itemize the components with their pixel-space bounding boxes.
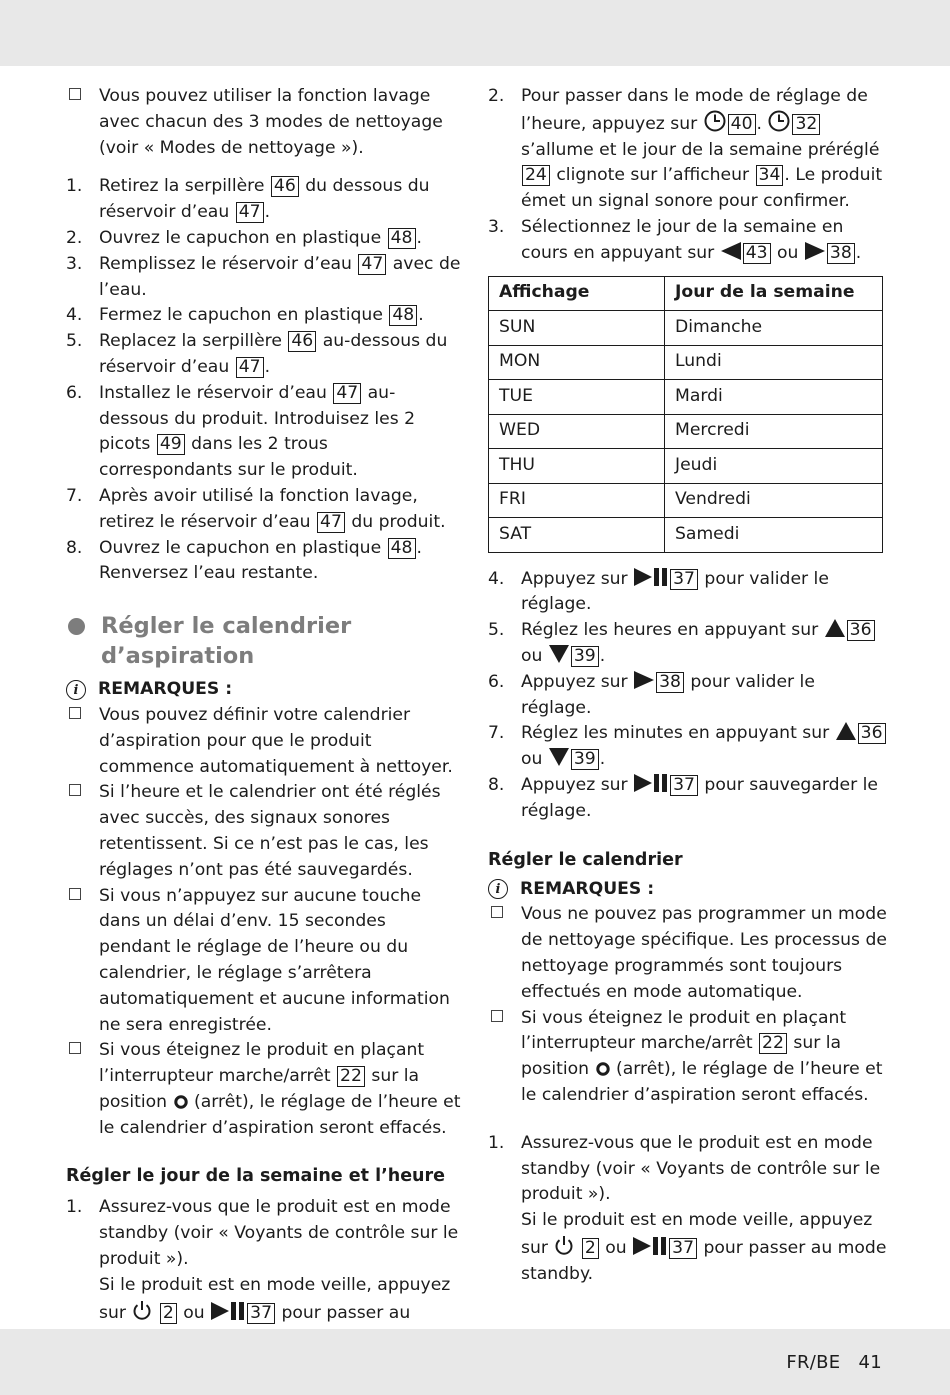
right-arrow-icon — [633, 670, 655, 690]
step-item — [66, 329, 462, 381]
table-row — [489, 518, 883, 553]
clock-icon — [767, 110, 791, 132]
step-number: 5. — [66, 331, 83, 352]
step-item — [66, 226, 462, 252]
step-item — [66, 303, 462, 329]
step-text: Après avoir utilisé la fonction lavage, retirez le réservoir d’eau 47 du produit. — [99, 485, 446, 532]
table-cell: Mercredi — [665, 414, 883, 449]
table-cell: Samedi — [665, 518, 883, 553]
note-item: Si vous n’appuyez sur aucune touche dans un délai d’env. 15 secondes pendant le réglage de l’heure ou du calendrier, le réglage s’arrêtera automatiquement et aucune information ne sera enregistrée. — [66, 884, 462, 1039]
step-item — [66, 174, 462, 226]
table-cell: SUN — [489, 311, 665, 346]
step-item: 1. Assurez-vous que le produit est en mode standby (voir « Voyants de contrôle sur le produit »). Si le produit est en mode veille, appuyez sur 2 ou 37 pour passer au — [66, 1197, 459, 1323]
table-cell: MON — [489, 345, 665, 380]
checkbox-bullet-icon — [66, 780, 99, 806]
ref-number: 32 — [792, 114, 820, 135]
table-row — [489, 449, 883, 484]
section-heading: Régler le calendrier d’aspiration — [66, 611, 462, 671]
ref-number: 38 — [656, 672, 684, 693]
step-number: 1. — [66, 176, 83, 197]
step-number: 6. — [488, 671, 505, 692]
down-arrow-icon — [548, 644, 570, 664]
table-row — [489, 483, 883, 518]
ref-number: 37 — [670, 569, 698, 590]
table-row — [489, 414, 883, 449]
table-row — [489, 380, 883, 415]
step-number: 7. — [488, 723, 505, 744]
step-item: 2. Pour passer dans le mode de réglage de l’heure, appuyez sur 40 . 32 s’allume et le jour de la semaine préréglé 24 clignote sur l’afficheur 34 . Le produit émet un signal sonore pour confirmer. — [488, 86, 883, 212]
step-item — [66, 252, 462, 304]
sub-heading: Régler le jour de la semaine et l’heure — [66, 1166, 446, 1187]
play-pause-icon — [633, 567, 669, 587]
ref-number: 47 — [236, 357, 264, 378]
step-number: 3. — [488, 216, 505, 237]
table-row — [489, 311, 883, 346]
notes-heading: i REMARQUES : — [488, 877, 888, 903]
table-cell: THU — [489, 449, 665, 484]
ref-number: 40 — [728, 114, 756, 135]
checkbox-bullet-icon — [66, 703, 99, 729]
checkbox-bullet-icon — [66, 84, 99, 110]
step-item — [66, 484, 462, 536]
bullet-dot-icon — [68, 618, 85, 635]
step-number: 3. — [66, 253, 83, 274]
ref-number: 36 — [847, 620, 875, 641]
step-item: 5. Réglez les heures en appuyant sur 36 ou 39 . — [488, 618, 888, 670]
ref-number: 48 — [388, 228, 416, 249]
step-number: 4. — [488, 568, 505, 589]
clock-icon — [703, 110, 727, 132]
ref-number: 36 — [858, 723, 886, 744]
ref-number: 37 — [247, 1303, 275, 1324]
step-number: 7. — [66, 485, 83, 506]
step-item: 3. Sélectionnez le jour de la semaine en cours en appuyant sur 43 ou 38 . — [488, 216, 862, 263]
note-item: Vous ne pouvez pas programmer un mode de nettoyage spécifique. Les processus de nettoyage programmés sont toujours effectués en mode automatique. — [488, 902, 888, 1005]
weekday-table — [488, 276, 883, 553]
step-text: Fermez le capuchon en plastique 48 . — [99, 305, 424, 326]
ref-number: 43 — [743, 243, 771, 264]
up-arrow-icon — [824, 618, 846, 638]
step-item: 4. Appuyez sur 37 pour valider le réglage. — [488, 568, 829, 615]
left-arrow-icon — [720, 241, 742, 261]
checkbox-bullet-icon — [66, 1038, 99, 1064]
checkbox-bullet-icon — [66, 884, 99, 910]
page-number: 41 — [858, 1352, 882, 1373]
power-icon — [553, 1234, 575, 1256]
ref-number: 46 — [271, 176, 299, 197]
step-text: Ouvrez le capuchon en plastique 48 . Renversez l’eau restante. — [99, 537, 422, 584]
off-position-icon — [173, 1094, 189, 1110]
note-item: Si vous éteignez le produit en plaçant l’interrupteur marche/arrêt 22 sur la position (arrêt), le réglage de l’heure et le calendrier d’aspiration seront effacés. — [488, 1006, 888, 1109]
ref-number: 49 — [157, 434, 185, 455]
note-item: Si l’heure et le calendrier ont été réglés avec succès, des signaux sonores retentissent. Si ce n’est pas le cas, les réglages n’ont pas été sauvegardés. — [66, 780, 462, 883]
ref-number: 37 — [669, 1238, 697, 1259]
up-arrow-icon — [835, 721, 857, 741]
table-row — [489, 345, 883, 380]
table-header-cell: Jour de la semaine — [665, 276, 883, 311]
info-icon: i — [66, 680, 86, 700]
right-column — [488, 84, 888, 1288]
right-arrow-icon — [804, 241, 826, 261]
table-cell: Dimanche — [665, 311, 883, 346]
table-header-row — [489, 276, 883, 311]
ref-number: 24 — [522, 165, 550, 186]
step-number: 1. — [66, 1197, 83, 1218]
left-column — [66, 84, 462, 1352]
step-text: Replacez la serpillère 46 au-dessous du réservoir d’eau 47 . — [99, 331, 448, 377]
table-header-cell: Affichage — [489, 276, 665, 311]
ref-number: 22 — [337, 1066, 365, 1087]
step-item: 1. Assurez-vous que le produit est en mode standby (voir « Voyants de contrôle sur le produit »). Si le produit est en mode veille, appuyez sur 2 ou 37 pour passer au mode standby. — [488, 1132, 887, 1284]
step-item: 8. Appuyez sur 37 pour sauvegarder le réglage. — [488, 774, 878, 821]
step-number: 6. — [66, 382, 83, 403]
step-number: 2. — [488, 86, 505, 106]
down-arrow-icon — [548, 747, 570, 767]
step-item — [66, 536, 462, 588]
step-number: 8. — [66, 537, 83, 558]
play-pause-icon — [633, 773, 669, 793]
step-text: Installez le réservoir d’eau 47 au-dessous du produit. Introduisez les 2 picots 49 dans les 2 trous correspondants sur le produit. — [99, 382, 416, 481]
ref-number: 47 — [358, 254, 386, 275]
ref-number: 47 — [236, 202, 264, 223]
ref-number: 39 — [571, 646, 599, 667]
step-text: Retirez la serpillère 46 du dessous du réservoir d’eau 47 . — [99, 176, 430, 223]
notes-heading: i REMARQUES : — [66, 677, 462, 703]
ref-number: 2 — [582, 1238, 599, 1259]
table-cell: Vendredi — [665, 483, 883, 518]
step-number: 2. — [66, 227, 83, 248]
step-number: 4. — [66, 305, 83, 326]
table-cell: WED — [489, 414, 665, 449]
step-item: 6. Appuyez sur 38 pour valider le réglage. — [488, 671, 815, 718]
ref-number: 38 — [827, 243, 855, 264]
step-item — [66, 381, 462, 484]
bullet-item — [66, 84, 462, 161]
power-icon — [131, 1299, 153, 1321]
ref-number: 37 — [670, 775, 698, 796]
header-band — [0, 0, 950, 66]
language-code: FR/BE — [786, 1352, 841, 1373]
table-cell: SAT — [489, 518, 665, 553]
page-footer — [786, 1352, 882, 1373]
ref-number: 48 — [388, 538, 416, 559]
table-cell: Mardi — [665, 380, 883, 415]
info-icon: i — [488, 879, 508, 899]
ref-number: 2 — [160, 1303, 177, 1324]
step-number: 5. — [488, 620, 505, 641]
step-number: 1. — [488, 1132, 505, 1153]
ref-number: 34 — [756, 165, 784, 186]
checkbox-bullet-icon — [488, 1006, 521, 1032]
ref-number: 47 — [333, 383, 361, 404]
off-position-icon — [595, 1061, 611, 1077]
table-cell: Lundi — [665, 345, 883, 380]
step-text: Remplissez le réservoir d’eau 47 avec de l’eau. — [99, 253, 461, 300]
ref-number: 46 — [288, 331, 316, 352]
bullet-text: Vous pouvez utiliser la fonction lavage avec chacun des 3 modes de nettoyage (voir « Modes de nettoyage »). — [99, 86, 443, 158]
play-pause-icon — [632, 1236, 668, 1256]
table-cell: TUE — [489, 380, 665, 415]
table-cell: Jeudi — [665, 449, 883, 484]
ref-number: 47 — [317, 512, 345, 533]
step-text: Ouvrez le capuchon en plastique 48 . — [99, 227, 422, 248]
step-number: 8. — [488, 774, 505, 795]
play-pause-icon — [210, 1301, 246, 1321]
step-item: 7. Réglez les minutes en appuyant sur 36 ou 39 . — [488, 721, 888, 773]
ref-number: 39 — [571, 749, 599, 770]
ref-number: 48 — [389, 305, 417, 326]
checkbox-bullet-icon — [488, 902, 521, 928]
ref-number: 22 — [759, 1033, 787, 1054]
table-cell: FRI — [489, 483, 665, 518]
note-item: Vous pouvez définir votre calendrier d’aspiration pour que le produit commence automatiquement à nettoyer. — [66, 703, 462, 780]
note-item: Si vous éteignez le produit en plaçant l’interrupteur marche/arrêt 22 sur la position (arrêt), le réglage de l’heure et le calendrier d’aspiration seront effacés. — [66, 1038, 462, 1141]
sub-heading: Régler le calendrier — [488, 849, 683, 870]
